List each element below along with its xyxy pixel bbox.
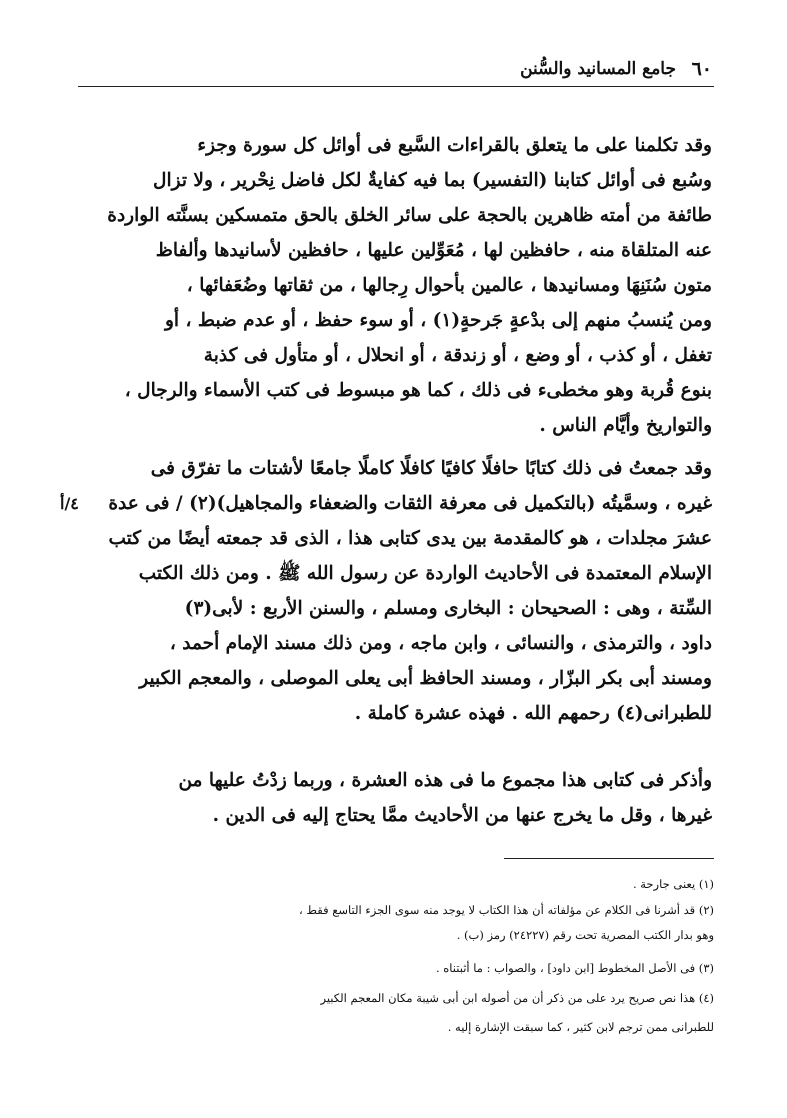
footnote-3: (٣) فى الأصل المخطوط [ابن داود] ، والصواب : ما أثبتناه . [435, 961, 714, 975]
footnote-4: (٤) هذا نص صريح يرد على من ذكر أن من أصوله ابن أبى شيبة مكان المعجم الكبير [320, 991, 714, 1005]
text-line: تغفل ، أو كذب ، أو وضع ، أو زندقة ، أو انحلال ، أو متأول فى كذبة [203, 345, 712, 366]
text-line: طائفة من أمته ظاهرين بالحجة على سائر الخلق بالحق متمسكين بسنَّته الواردة [107, 205, 712, 226]
paragraph-2 [92, 451, 712, 731]
footnote-1: (١) يعنى جارحة . [632, 877, 714, 891]
text-line: غيرها ، وقل ما يخرج عنها من الأحاديث ممَّا يحتاج إليه فى الدين . [212, 805, 712, 826]
paragraph-1 [92, 128, 712, 443]
text-line: والتواريخ وأيَّام الناس . [539, 415, 712, 436]
text-line: السِّتة ، وهى : الصحيحان : البخارى ومسلم ، والسنن الأربع : لأبى(٣) [184, 598, 712, 619]
paragraph-3 [92, 763, 712, 833]
text-line: متون سُنَنِهَا ومسانيدها ، عالمين بأحوال رِجالها ، من ثقاتها وضُعَفائها ، [186, 275, 712, 296]
text-line: وأذكر فى كتابى هذا مجموع ما فى هذه العشرة ، وربما زدْتُ عليها من [178, 770, 712, 791]
text-line: عشرَ مجلدات ، هو كالمقدمة بين يدى كتابى هذا ، الذى قد جمعته أيضًا من كتب [108, 528, 712, 549]
page-number: ٦٠ [691, 58, 712, 80]
footnote-2-continued: وهو بدار الكتب المصرية تحت رقم (٢٤٢٢٧) رمز (ب) . [456, 928, 714, 942]
page-header [90, 58, 712, 84]
running-title: جامع المسانيد والسُّنن [520, 59, 676, 79]
text-line: ومن يُنسبُ منهم إلى بدْعةٍ جَرحةٍ(١) ، أو سوء حفظ ، أو عدم ضبط ، أو [164, 310, 712, 331]
footnote-2: (٢) قد أشرنا فى الكلام عن مؤلفاته أن هذا الكتاب لا يوجد منه سوى الجزء التاسع فقط ، [298, 903, 714, 917]
text-line: للطبرانى(٤) رحمهم الله . فهذه عشرة كاملة . [354, 703, 712, 724]
text-line: وقد جمعتُ فى ذلك كتابًا حافلًا كافيًا كافلًا كاملًا جامعًا لأشتات ما تفرّق فى [150, 458, 712, 479]
footnote-divider [504, 858, 714, 859]
text-line: ومسند أبى بكر البزّار ، ومسند الحافظ أبى يعلى الموصلى ، والمعجم الكبير [139, 668, 712, 689]
text-line: غيره ، وسمَّيتُه (بالتكميل فى معرفة الثقات والضعفاء والمجاهيل)(٢) / فى عدة [108, 493, 712, 514]
manuscript-folio-marker: ٤/أ [60, 494, 79, 513]
text-line: بنوع قُربة وهو مخطىء فى ذلك ، كما هو مبسوط فى كتب الأسماء والرجال ، [124, 380, 712, 401]
text-line: الإسلام المعتمدة فى الأحاديث الواردة عن رسول الله ﷺ . ومن ذلك الكتب [138, 563, 712, 584]
text-line: وسُبع فى أوائل كتابنا (التفسير) بما فيه كفايةٌ لكل فاضل نِحْرير ، ولا تزال [153, 170, 712, 191]
text-line: وقد تكلمنا على ما يتعلق بالقراءات السَّبع فى أوائل كل سورة وجزء [197, 135, 712, 156]
footnote-4-continued: للطبرانى ممن ترجم لابن كثير ، كما سبقت الإشارة إليه . [447, 1020, 714, 1034]
header-divider [78, 86, 714, 87]
text-line: داود ، والترمذى ، والنسائى ، وابن ماجه ، ومن ذلك مسند الإمام أحمد ، [169, 633, 712, 654]
text-line: عنه المتلقاة منه ، حافظين لها ، مُعَوِّلين عليها ، حافظين لأسانيدها وألفاظ [155, 240, 712, 261]
